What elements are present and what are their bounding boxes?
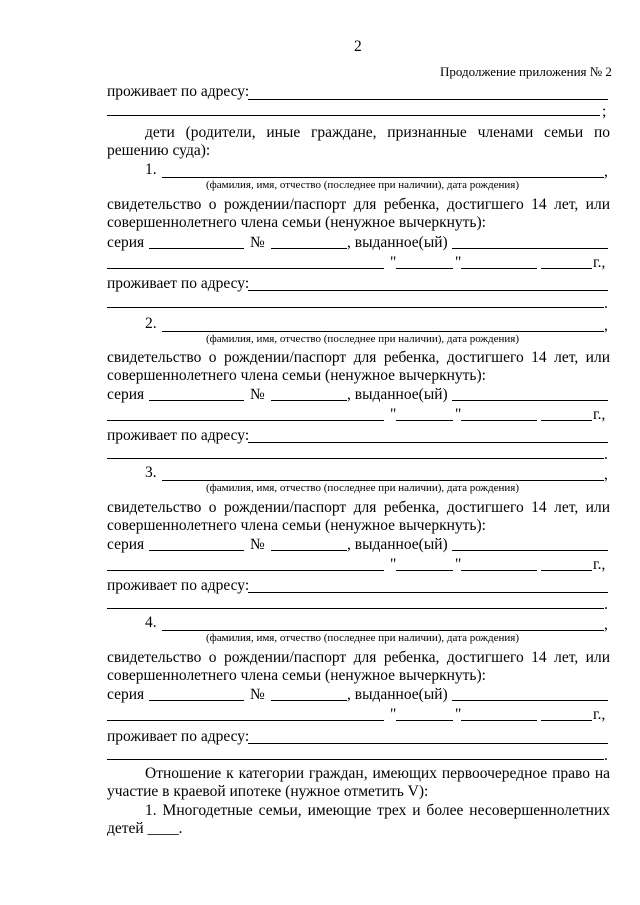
issued-by-field[interactable] xyxy=(452,248,608,249)
month-field[interactable] xyxy=(461,420,537,421)
year-field[interactable] xyxy=(541,570,592,571)
period: . xyxy=(604,747,608,764)
issued-label: , выданное(ый) xyxy=(347,386,448,403)
quote-close: " xyxy=(455,556,462,573)
child-number: 1. xyxy=(145,161,157,178)
quote-open: " xyxy=(390,706,397,723)
year-suffix: г., xyxy=(593,406,606,423)
issuer-field[interactable] xyxy=(107,420,384,421)
month-field[interactable] xyxy=(461,268,537,269)
child-name-line[interactable] xyxy=(162,630,604,631)
address-field-line-2[interactable] xyxy=(107,759,604,760)
certificate-line-2: совершеннолетнего члена семьи (ненужное вычеркнуть): xyxy=(107,214,486,231)
child-number: 3. xyxy=(145,464,157,481)
quote-open: " xyxy=(390,406,397,423)
address-field-line[interactable] xyxy=(248,99,608,100)
address-label: проживает по адресу: xyxy=(107,275,250,292)
certificate-line-1: свидетельство о рождении/паспорт для ребенка, достигшего 14 лет, или xyxy=(107,349,610,366)
address-field-line[interactable] xyxy=(248,592,608,593)
address-label: проживает по адресу: xyxy=(107,728,250,745)
issued-by-field[interactable] xyxy=(452,400,608,401)
appendix-header: Продолжение приложения № 2 xyxy=(440,64,612,79)
year-suffix: г., xyxy=(593,556,606,573)
number-field[interactable] xyxy=(271,248,347,249)
address-field-line-2[interactable] xyxy=(107,115,600,116)
series-label: серия xyxy=(107,536,145,553)
number-label: № xyxy=(250,686,265,703)
item-1-line-2: детей ____. xyxy=(107,820,183,837)
issuer-field[interactable] xyxy=(107,570,384,571)
year-suffix: г., xyxy=(593,706,606,723)
number-field[interactable] xyxy=(271,550,347,551)
number-label: № xyxy=(250,386,265,403)
quote-open: " xyxy=(390,556,397,573)
series-label: серия xyxy=(107,686,145,703)
certificate-line-1: свидетельство о рождении/паспорт для ребенка, достигшего 14 лет, или xyxy=(107,499,610,516)
address-field-line-2[interactable] xyxy=(107,458,604,459)
certificate-line-2: совершеннолетнего члена семьи (ненужное вычеркнуть): xyxy=(107,667,486,684)
series-field[interactable] xyxy=(149,700,244,701)
certificate-line-1: свидетельство о рождении/паспорт для ребенка, достигшего 14 лет, или xyxy=(107,196,610,213)
address-label: проживает по адресу: xyxy=(107,83,250,100)
month-field[interactable] xyxy=(461,570,537,571)
series-field[interactable] xyxy=(149,248,244,249)
address-label: проживает по адресу: xyxy=(107,577,250,594)
child-caption: (фамилия, имя, отчество (последнее при наличии), дата рождения) xyxy=(206,179,520,191)
child-name-line[interactable] xyxy=(162,480,604,481)
comma: , xyxy=(604,163,608,180)
comma: , xyxy=(604,466,608,483)
address-field-line-2[interactable] xyxy=(107,307,604,308)
number-field[interactable] xyxy=(271,400,347,401)
comma: , xyxy=(604,317,608,334)
issued-by-field[interactable] xyxy=(452,700,608,701)
issued-label: , выданное(ый) xyxy=(347,686,448,703)
year-field[interactable] xyxy=(541,720,592,721)
issued-label: , выданное(ый) xyxy=(347,536,448,553)
period: . xyxy=(604,446,608,463)
number-field[interactable] xyxy=(271,700,347,701)
month-field[interactable] xyxy=(461,720,537,721)
page-number: 2 xyxy=(354,38,362,55)
issued-label: , выданное(ый) xyxy=(347,234,448,251)
certificate-line-1: свидетельство о рождении/паспорт для ребенка, достигшего 14 лет, или xyxy=(107,649,610,666)
address-field-line-2[interactable] xyxy=(107,608,604,609)
child-name-line[interactable] xyxy=(162,331,604,332)
quote-open: " xyxy=(390,254,397,271)
category-line-1: Отношение к категории граждан, имеющих первоочередное право на xyxy=(145,765,610,782)
number-label: № xyxy=(250,234,265,251)
period: . xyxy=(604,596,608,613)
quote-close: " xyxy=(455,406,462,423)
series-label: серия xyxy=(107,386,145,403)
series-field[interactable] xyxy=(149,550,244,551)
quote-close: " xyxy=(455,254,462,271)
year-field[interactable] xyxy=(541,420,592,421)
child-name-line[interactable] xyxy=(162,177,604,178)
year-suffix: г., xyxy=(593,254,606,271)
number-label: № xyxy=(250,536,265,553)
series-field[interactable] xyxy=(149,400,244,401)
certificate-line-2: совершеннолетнего члена семьи (ненужное вычеркнуть): xyxy=(107,367,486,384)
day-field[interactable] xyxy=(396,570,453,571)
address-field-line[interactable] xyxy=(248,743,608,744)
address-label: проживает по адресу: xyxy=(107,427,250,444)
child-number: 4. xyxy=(145,614,157,631)
issued-by-field[interactable] xyxy=(452,550,608,551)
category-line-2: участие в краевой ипотеке (нужное отметить V): xyxy=(107,783,429,800)
quote-close: " xyxy=(455,706,462,723)
day-field[interactable] xyxy=(396,720,453,721)
child-caption: (фамилия, имя, отчество (последнее при наличии), дата рождения) xyxy=(206,333,520,345)
item-1-line-1: 1. Многодетные семьи, имеющие трех и более несовершеннолетних xyxy=(145,802,610,819)
period: . xyxy=(604,295,608,312)
address-field-line[interactable] xyxy=(248,442,608,443)
semicolon: ; xyxy=(602,103,607,120)
address-field-line[interactable] xyxy=(248,290,608,291)
children-intro-line-1: дети (родители, иные граждане, признанные членами семьи по xyxy=(145,124,610,141)
issuer-field[interactable] xyxy=(107,268,384,269)
series-label: серия xyxy=(107,234,145,251)
child-caption: (фамилия, имя, отчество (последнее при наличии), дата рождения) xyxy=(206,482,520,494)
children-intro-line-2: решению суда): xyxy=(107,142,211,159)
issuer-field[interactable] xyxy=(107,720,384,721)
day-field[interactable] xyxy=(396,420,453,421)
year-field[interactable] xyxy=(541,268,592,269)
certificate-line-2: совершеннолетнего члена семьи (ненужное вычеркнуть): xyxy=(107,517,486,534)
child-number: 2. xyxy=(145,315,157,332)
day-field[interactable] xyxy=(396,268,453,269)
child-caption: (фамилия, имя, отчество (последнее при наличии), дата рождения) xyxy=(206,632,520,644)
comma: , xyxy=(604,616,608,633)
